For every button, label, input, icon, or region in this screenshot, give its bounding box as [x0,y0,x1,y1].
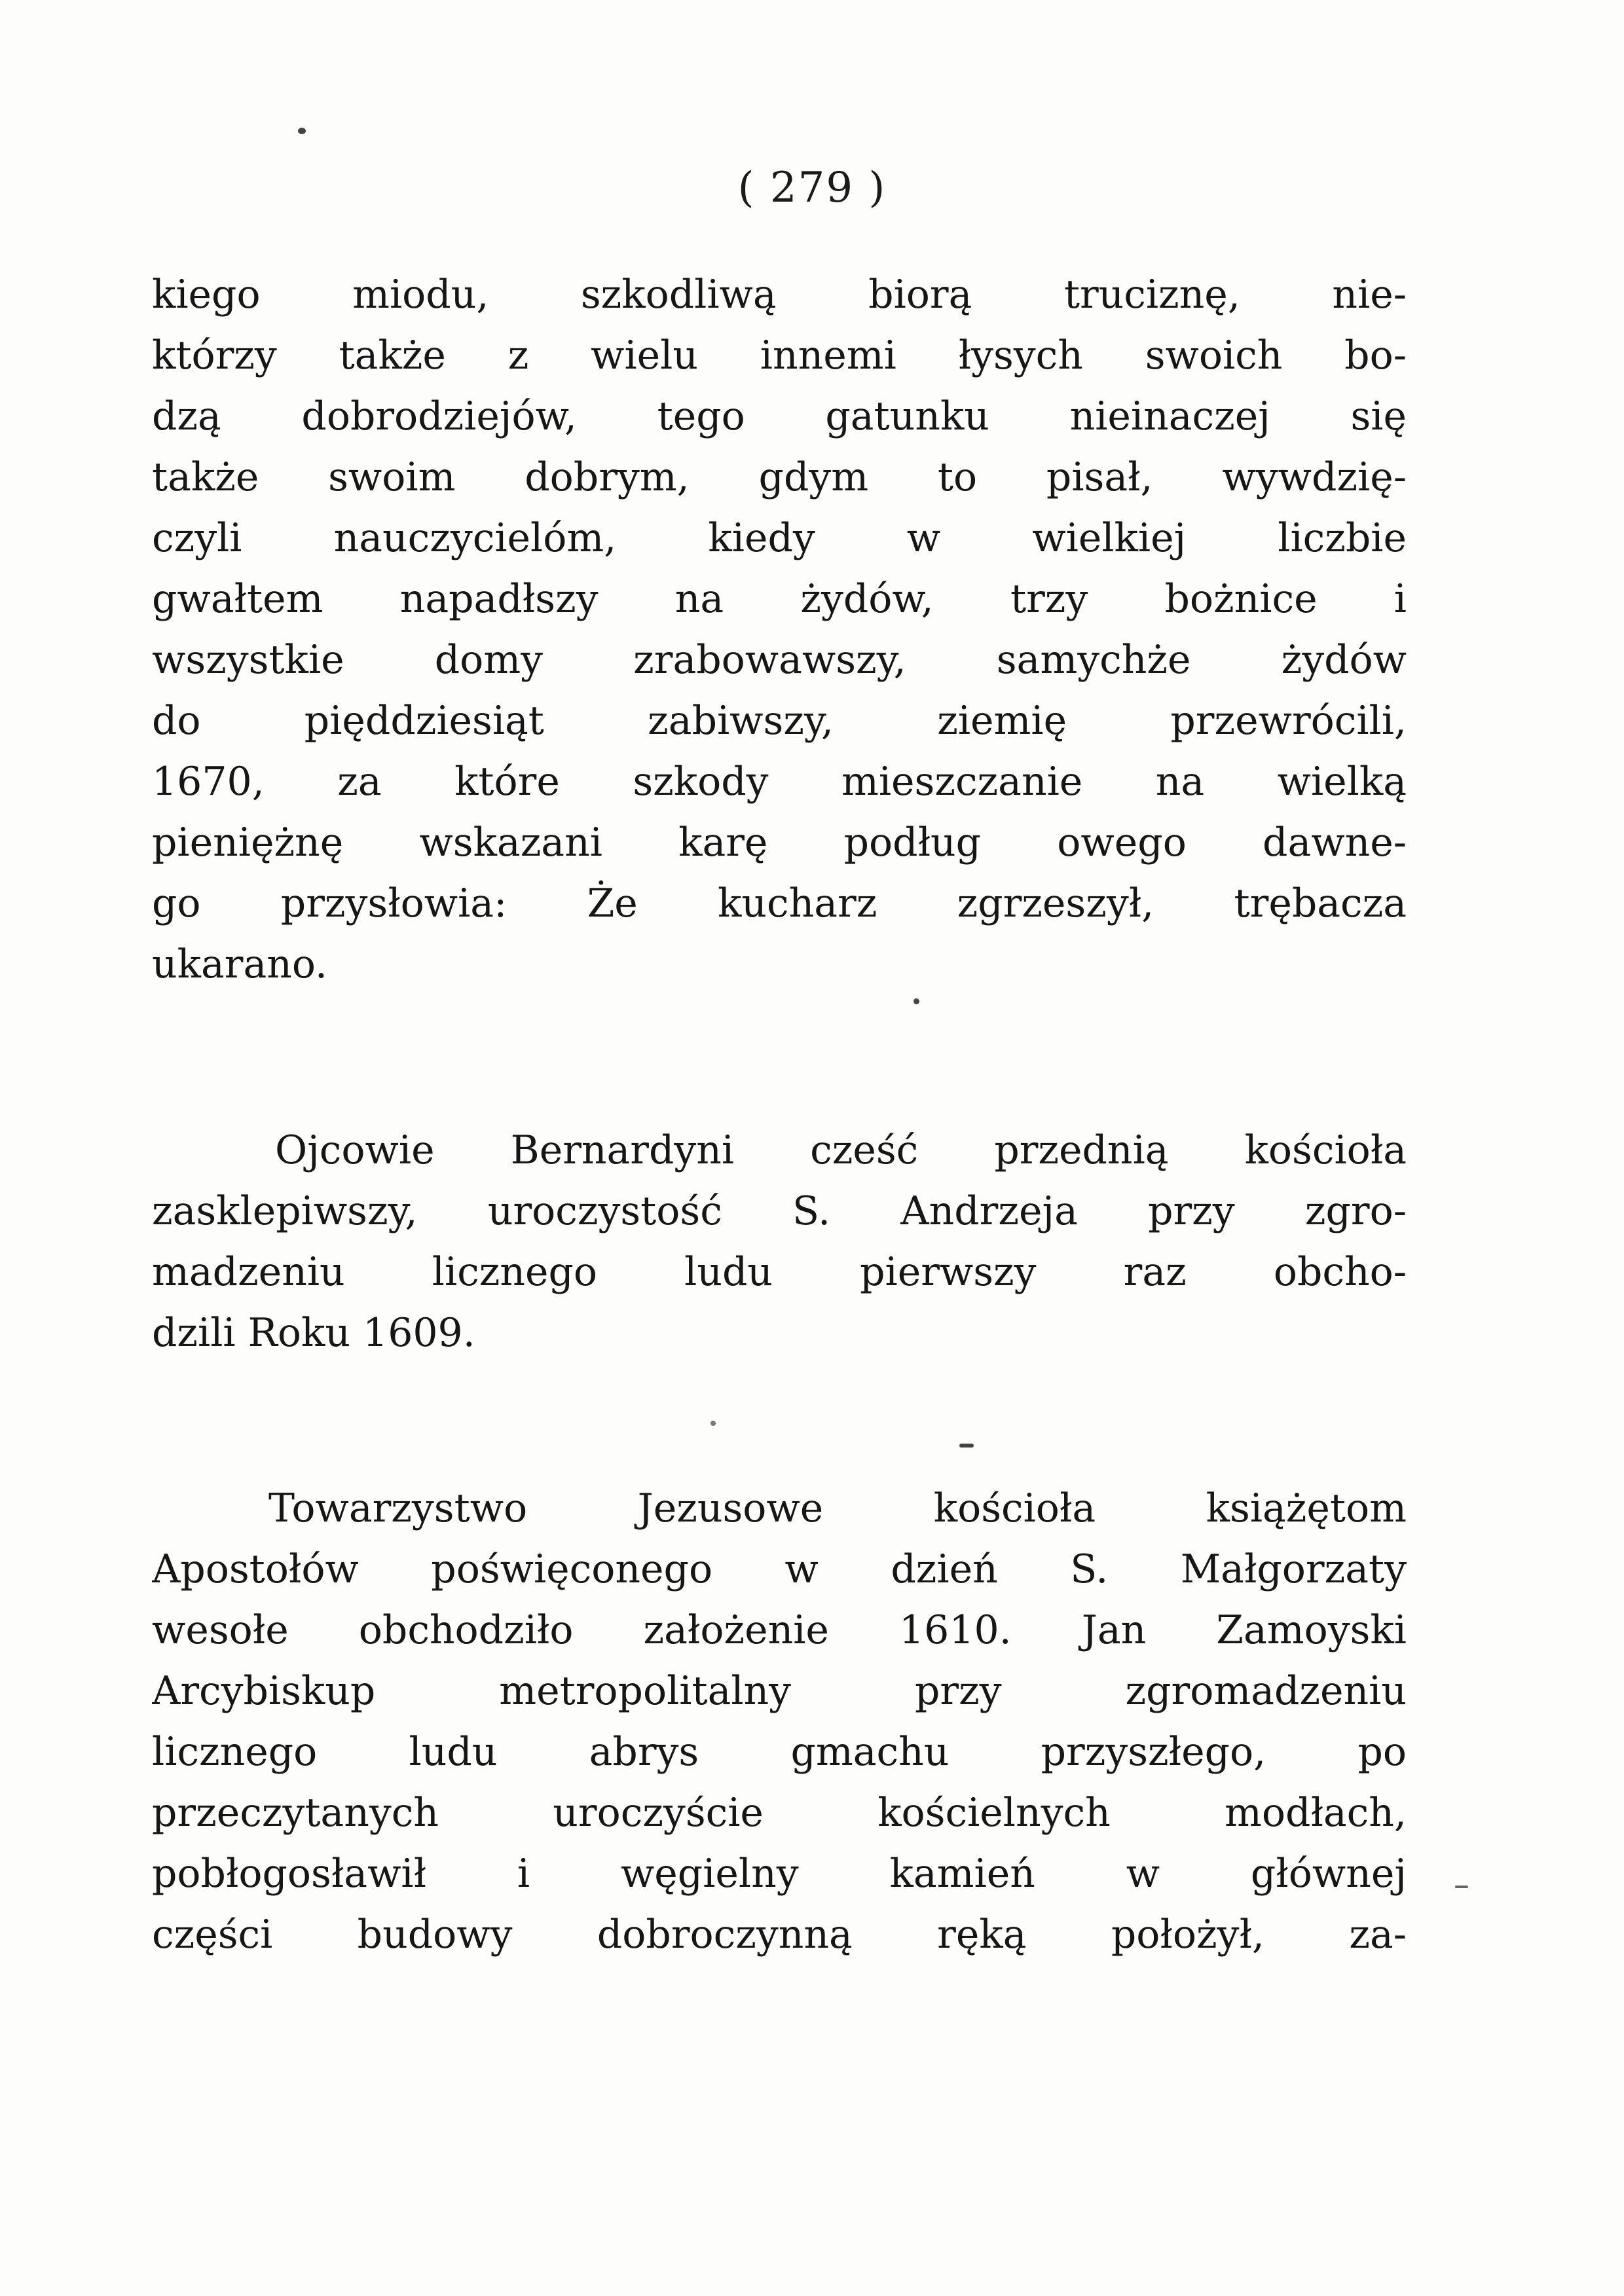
scan-speck [913,998,919,1004]
page-number: ( 279 ) [737,164,887,212]
text-line: kiego miodu, szkodliwą biorą truciznę, nie- [152,272,1407,318]
text-line: Apostołów poświęconego w dzień S. Małgorzaty [152,1546,1407,1592]
text-line: madzeniu licznego ludu pierwszy raz obcho- [152,1249,1407,1295]
text-line: licznego ludu abrys gmachu przyszłego, po [152,1729,1407,1775]
text-line: 1670, za które szkody mieszczanie na wielką [152,759,1407,805]
text-line: także swoim dobrym, gdym to pisał, wywdzię- [152,454,1407,500]
text-line: ukarano. [152,941,328,987]
scan-speck [959,1444,974,1448]
text-line: czyli nauczycielóm, kiedy w wielkiej liczbie [152,515,1407,561]
text-line: pobłogosławił i węgielny kamień w głównej [152,1851,1407,1897]
scan-speck [298,128,306,134]
text-line: przeczytanych uroczyście kościelnych modłach, [152,1790,1407,1836]
text-line: do pięddziesiąt zabiwszy, ziemię przewrócili, [152,698,1407,744]
text-line: Arcybiskup metropolitalny przy zgromadzeniu [152,1668,1407,1714]
text-line: wszystkie domy zrabowawszy, samychże żydów [152,637,1407,683]
scan-speck [1455,1886,1468,1888]
text-line: dzą dobrodziejów, tego gatunku nieinaczej się [152,393,1407,439]
text-line: gwałtem napadłszy na żydów, trzy bożnice i [152,576,1407,622]
text-line: którzy także z wielu innemi łysych swoich bo- [152,333,1407,378]
text-line: Ojcowie Bernardyni cześć przednią kościoła [275,1127,1407,1173]
text-line: wesołe obchodziło założenie 1610. Jan Zamoyski [152,1607,1407,1653]
text-line: pieniężnę wskazani karę podług owego dawne- [152,820,1407,866]
text-line: Towarzystwo Jezusowe kościoła książętom [268,1485,1407,1531]
text-line: dzili Roku 1609. [152,1310,475,1356]
text-line: go przysłowia: Że kucharz zgrzeszył, trębacza [152,881,1407,926]
text-line: części budowy dobroczynną ręką położył, za- [152,1912,1407,1958]
scan-speck [710,1421,716,1426]
text-line: zasklepiwszy, uroczystość S. Andrzeja przy zgro- [152,1188,1407,1234]
